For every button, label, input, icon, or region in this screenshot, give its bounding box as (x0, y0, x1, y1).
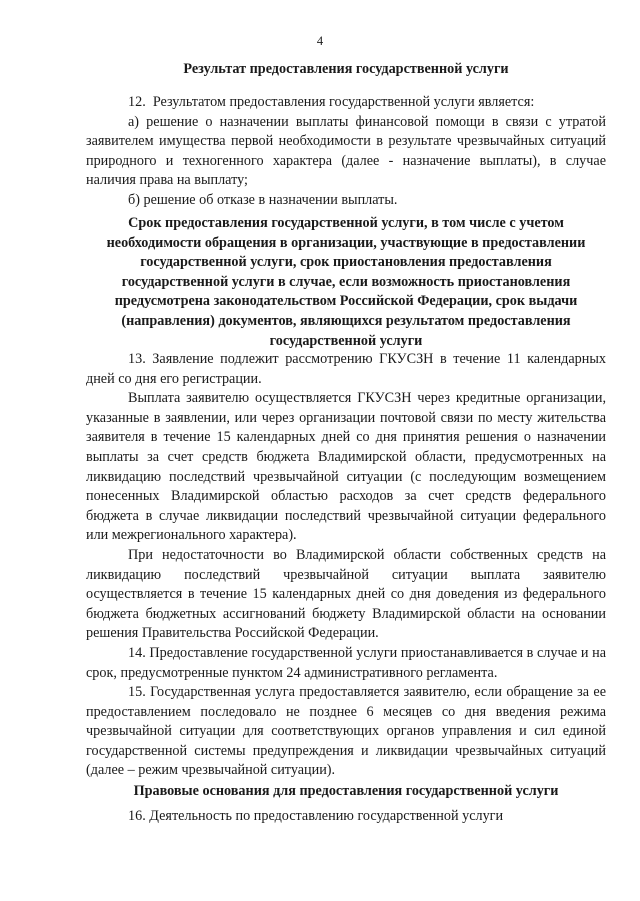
paragraph-12a: а) решение о назначении выплаты финансовой помощи в связи с утратой заявителем имущества первой необходимости в результате чрезвычайных ситуаций природного и техногенного характера (далее - назначение выплаты), в случае наличия права на выплату; (86, 113, 606, 189)
section-body-terms (86, 350, 606, 781)
paragraph-13: 13. Заявление подлежит рассмотрению ГКУСЗН в течение 11 календарных дней со дня его регистрации. (86, 351, 606, 387)
paragraph-16: 16. Деятельность по предоставлению государственной услуги (128, 808, 504, 824)
paragraph-13-payment: Выплата заявителю осуществляется ГКУСЗН через кредитные организации, указанные в заявлении, или через организации почтовой связи по месту жительства заявителя в течение 15 календарных дней со дня принятия решения о назначении выплаты за счет средств бюджета Владимирской области, предусмотренных на ликвидацию последствий чрезвычайной ситуации (с последующим возмещением понесенных Владимирской областью расходов за счет средств федерального бюджета в случае ликвидации последствий чрезвычайной ситуации федерального или межрегионального характера). (86, 390, 606, 544)
section-heading-legal-basis: Правовые основания для предоставления государственной услуги (133, 783, 559, 799)
paragraph-13-insufficient-funds: При недостаточности во Владимирской области собственных средств на ликвидацию последствий чрезвычайной ситуации выплата заявителю осуществляется в течение 15 календарных дней со дня доведения из федерального бюджета бюджетных ассигнований бюджету Владимирской области на основании решения Правительства Российской Федерации. (86, 546, 606, 642)
section-body-result (86, 93, 606, 211)
paragraph-15: 15. Государственная услуга предоставляется заявителю, если обращение за ее предоставлением последовало не позднее 6 месяцев со дня введения режима чрезвычайной ситуации для соответствующих органов управления и сил единой государственной системы предупреждения и ликвидации чрезвычайных ситуаций (далее – режим чрезвычайной ситуации). (86, 684, 606, 779)
section-heading-result: Результат предоставления государственной услуги (183, 61, 509, 77)
paragraph-12b: б) решение об отказе в назначении выплаты. (128, 191, 398, 208)
section-body-legal-basis (86, 807, 606, 827)
paragraph-12: 12. Результатом предоставления государственной услуги является: (128, 94, 535, 110)
paragraph-14: 14. Предоставление государственной услуги приостанавливается в случае и на срок, предусмотренные пунктом 24 административного регламента. (86, 644, 606, 681)
section-heading-terms: Срок предоставления государственной услуги, в том числе с учетом необходимости обращения в организации, участвующие в предоставлении государственной услуги, срок приостановления предоставления государственной услуги в случае, если возможность приостановления предусмотрена законодательством Российской Федерации, срок выдачи (направления) документов, являющихся результатом предоставления государственной услуги (106, 215, 586, 349)
page-number: 4 (316, 34, 324, 48)
